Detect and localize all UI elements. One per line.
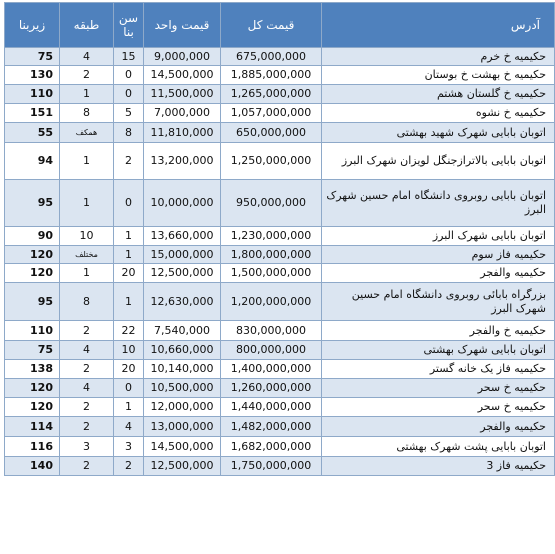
cell-area: 138 (5, 360, 60, 379)
cell-floor: 8 (60, 283, 114, 321)
table-row (5, 437, 555, 457)
cell-area: 151 (5, 104, 60, 123)
cell-address: اتوبان بابایی بالاترازجنگل لویزان شهرک البرز (322, 143, 555, 180)
cell-total-price: 950,000,000 (221, 180, 322, 227)
cell-address: حکیمیه والفجر (322, 264, 555, 283)
cell-address: حکیمیه خ گلستان هشتم (322, 85, 555, 104)
cell-unit-price: 10,660,000 (144, 341, 221, 360)
cell-age: 2 (114, 143, 144, 180)
cell-area: 110 (5, 321, 60, 341)
cell-unit-price: 10,140,000 (144, 360, 221, 379)
cell-floor: 3 (60, 437, 114, 457)
header-area: زیربنا (5, 3, 60, 48)
cell-total-price: 1,482,000,000 (221, 417, 322, 437)
cell-unit-price: 7,000,000 (144, 104, 221, 123)
cell-age: 1 (114, 227, 144, 246)
cell-total-price: 1,057,000,000 (221, 104, 322, 123)
cell-age: 22 (114, 321, 144, 341)
cell-address: حکیمیه خ نشوه (322, 104, 555, 123)
cell-address: حکیمیه فاز یک خانه گستر (322, 360, 555, 379)
cell-total-price: 1,682,000,000 (221, 437, 322, 457)
cell-total-price: 675,000,000 (221, 48, 322, 66)
cell-floor: 1 (60, 264, 114, 283)
cell-area: 94 (5, 143, 60, 180)
header-unit-price: قیمت واحد (144, 3, 221, 48)
cell-floor: 4 (60, 48, 114, 66)
table-row (5, 283, 555, 321)
cell-unit-price: 10,000,000 (144, 180, 221, 227)
table-row (5, 246, 555, 264)
cell-total-price: 1,260,000,000 (221, 379, 322, 398)
cell-floor: 8 (60, 104, 114, 123)
cell-unit-price: 11,810,000 (144, 123, 221, 143)
cell-total-price: 1,265,000,000 (221, 85, 322, 104)
cell-area: 95 (5, 283, 60, 321)
table-row (5, 143, 555, 180)
table-row (5, 123, 555, 143)
cell-age: 3 (114, 437, 144, 457)
cell-address: حکیمیه خ سحر (322, 398, 555, 417)
cell-area: 75 (5, 341, 60, 360)
cell-total-price: 1,250,000,000 (221, 143, 322, 180)
cell-age: 20 (114, 264, 144, 283)
cell-age: 10 (114, 341, 144, 360)
cell-area: 110 (5, 85, 60, 104)
cell-unit-price: 13,000,000 (144, 417, 221, 437)
cell-address: حکیمیه فاز سوم (322, 246, 555, 264)
cell-unit-price: 14,500,000 (144, 66, 221, 85)
table-row (5, 457, 555, 476)
cell-floor: 2 (60, 321, 114, 341)
cell-address: اتوبان بابایی شهرک بهشتی (322, 341, 555, 360)
cell-age: 20 (114, 360, 144, 379)
cell-age: 5 (114, 104, 144, 123)
cell-total-price: 1,400,000,000 (221, 360, 322, 379)
cell-area: 120 (5, 379, 60, 398)
cell-total-price: 1,750,000,000 (221, 457, 322, 476)
table-row (5, 66, 555, 85)
cell-floor: همکف (60, 123, 114, 143)
table-row (5, 379, 555, 398)
cell-area: 116 (5, 437, 60, 457)
table-row (5, 321, 555, 341)
table-row (5, 85, 555, 104)
cell-total-price: 650,000,000 (221, 123, 322, 143)
cell-area: 114 (5, 417, 60, 437)
table-row (5, 341, 555, 360)
cell-unit-price: 15,000,000 (144, 246, 221, 264)
table-row (5, 417, 555, 437)
cell-area: 130 (5, 66, 60, 85)
cell-unit-price: 7,540,000 (144, 321, 221, 341)
table-row (5, 264, 555, 283)
cell-floor: 2 (60, 398, 114, 417)
cell-total-price: 1,800,000,000 (221, 246, 322, 264)
cell-unit-price: 10,500,000 (144, 379, 221, 398)
cell-total-price: 800,000,000 (221, 341, 322, 360)
cell-area: 120 (5, 264, 60, 283)
cell-age: 1 (114, 246, 144, 264)
cell-area: 90 (5, 227, 60, 246)
cell-floor: 1 (60, 85, 114, 104)
cell-floor: 1 (60, 180, 114, 227)
cell-age: 0 (114, 66, 144, 85)
cell-unit-price: 12,630,000 (144, 283, 221, 321)
cell-total-price: 1,500,000,000 (221, 264, 322, 283)
cell-floor: 2 (60, 360, 114, 379)
table-row (5, 227, 555, 246)
cell-age: 2 (114, 457, 144, 476)
cell-floor: 2 (60, 457, 114, 476)
header-row (5, 3, 555, 48)
cell-age: 4 (114, 417, 144, 437)
cell-area: 140 (5, 457, 60, 476)
cell-unit-price: 11,500,000 (144, 85, 221, 104)
cell-age: 0 (114, 180, 144, 227)
cell-address: اتوبان بابایی شهرک البرز (322, 227, 555, 246)
cell-floor: 2 (60, 66, 114, 85)
cell-age: 0 (114, 379, 144, 398)
cell-floor: مختلف (60, 246, 114, 264)
cell-total-price: 1,440,000,000 (221, 398, 322, 417)
cell-total-price: 1,885,000,000 (221, 66, 322, 85)
header-total-price: قیمت کل (221, 3, 322, 48)
cell-address: حکیمیه والفجر (322, 417, 555, 437)
cell-area: 120 (5, 246, 60, 264)
cell-area: 120 (5, 398, 60, 417)
cell-age: 15 (114, 48, 144, 66)
cell-unit-price: 12,500,000 (144, 264, 221, 283)
cell-address: اتوبان بابایی پشت شهرک بهشتی (322, 437, 555, 457)
cell-age: 8 (114, 123, 144, 143)
cell-floor: 4 (60, 341, 114, 360)
cell-floor: 1 (60, 143, 114, 180)
header-age: سن بنا (114, 3, 144, 48)
table-row (5, 180, 555, 227)
cell-age: 1 (114, 283, 144, 321)
cell-unit-price: 13,660,000 (144, 227, 221, 246)
cell-address: حکیمیه فاز 3 (322, 457, 555, 476)
cell-unit-price: 12,500,000 (144, 457, 221, 476)
header-address: آدرس (322, 3, 555, 48)
cell-floor: 2 (60, 417, 114, 437)
cell-floor: 4 (60, 379, 114, 398)
cell-address: حکیمیه خ بهشت خ بوستان (322, 66, 555, 85)
table-row (5, 104, 555, 123)
table-row (5, 48, 555, 66)
cell-total-price: 830,000,000 (221, 321, 322, 341)
cell-address: بزرگراه بابائی روبروی دانشگاه امام حسین شهرک البرز (322, 283, 555, 321)
cell-address: اتوبان بابایی روبروی دانشگاه امام حسین شهرک البرز (322, 180, 555, 227)
cell-unit-price: 9,000,000 (144, 48, 221, 66)
cell-age: 1 (114, 398, 144, 417)
cell-total-price: 1,200,000,000 (221, 283, 322, 321)
cell-floor: 10 (60, 227, 114, 246)
cell-unit-price: 13,200,000 (144, 143, 221, 180)
table-row (5, 360, 555, 379)
cell-area: 95 (5, 180, 60, 227)
table-row (5, 398, 555, 417)
cell-age: 0 (114, 85, 144, 104)
cell-address: حکیمیه خ سحر (322, 379, 555, 398)
cell-address: حکیمیه خ والفجر (322, 321, 555, 341)
property-listing-table (4, 2, 555, 476)
cell-total-price: 1,230,000,000 (221, 227, 322, 246)
cell-address: اتوبان بابایی شهرک شهید بهشتی (322, 123, 555, 143)
cell-area: 55 (5, 123, 60, 143)
cell-unit-price: 12,000,000 (144, 398, 221, 417)
cell-unit-price: 14,500,000 (144, 437, 221, 457)
header-floor: طبقه (60, 3, 114, 48)
cell-area: 75 (5, 48, 60, 66)
cell-address: حکیمیه خ خرم (322, 48, 555, 66)
